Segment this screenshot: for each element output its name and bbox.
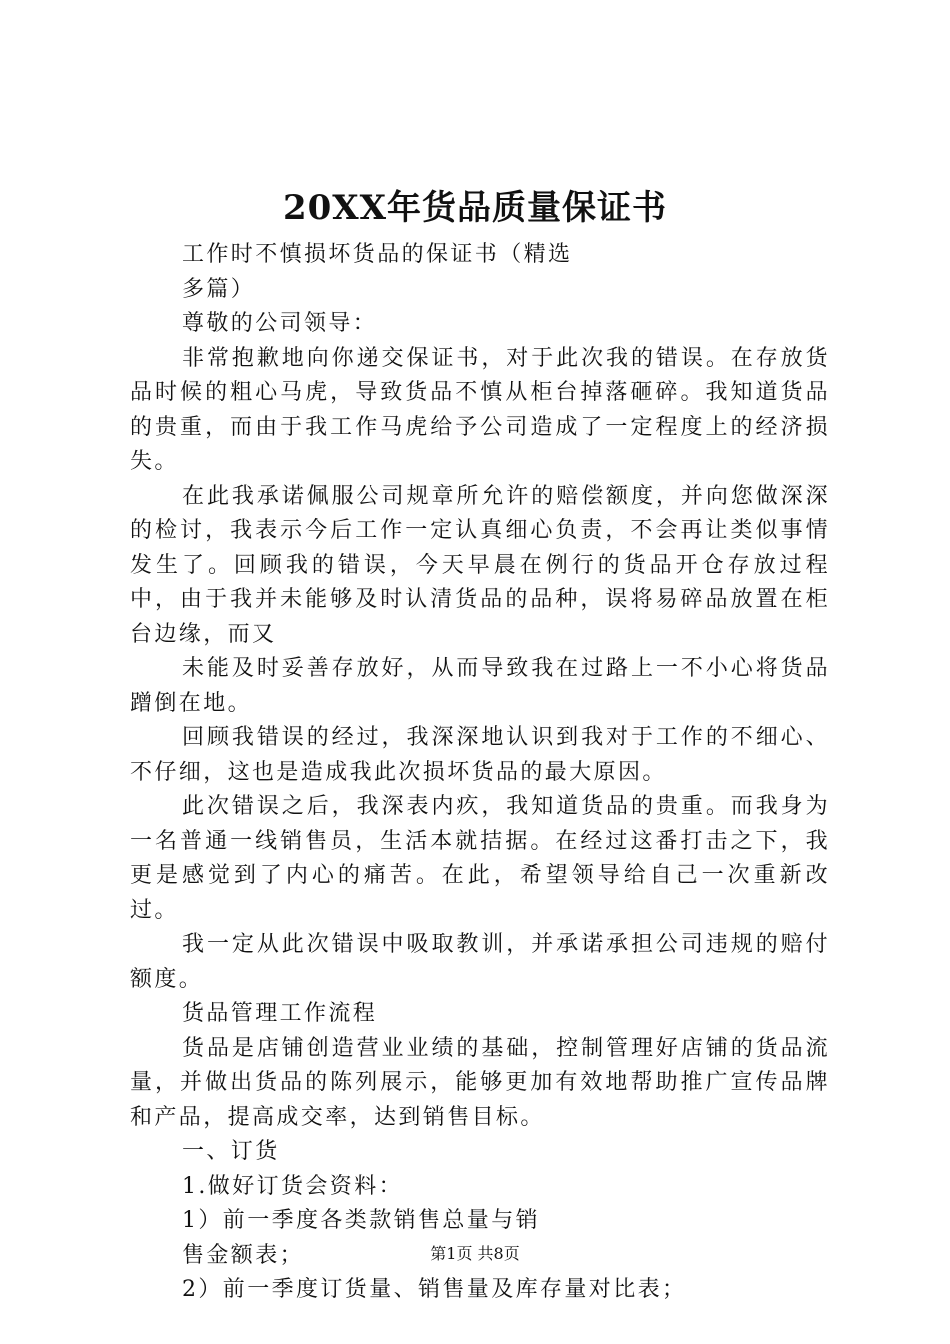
list-item: 2）前一季度订货量、销售量及库存量对比表； bbox=[182, 1277, 687, 1302]
paragraph: 工作时不慎损坏货品的保证书（精选 bbox=[182, 242, 573, 267]
list-item: 售金额表； bbox=[182, 1242, 305, 1268]
paragraph: 在此我承诺佩服公司规章所允许的赔偿额度，并向您做深深的检讨，我表示今后工作一定认真细心负责，不会再让类似事情发生了。回顾我的错误，今天早晨在例行的货品开仓存放过程中，由于我并未能够及时认清货品的品种，误将易碎品放置在柜台边缘，而又 bbox=[130, 483, 830, 647]
paragraph: 回顾我错误的经过，我深深地认识到我对于工作的不细心、不仔细，这也是造成我此次损坏货品的最大原因。 bbox=[130, 725, 830, 785]
paragraph: 多篇） bbox=[182, 276, 256, 302]
section-heading: 货品管理工作流程 bbox=[182, 1001, 378, 1026]
list-item: 1）前一季度各类款销售总量与销 bbox=[182, 1208, 540, 1233]
paragraph: 货品是店铺创造营业业绩的基础，控制管理好店铺的货品流量，并做出货品的陈列展示，能够更加有效地帮助推广宣传品牌和产品，提高成交率，达到销售目标。 bbox=[130, 1035, 830, 1130]
paragraph: 我一定从此次错误中吸取教训，并承诺承担公司违规的赔付额度。 bbox=[130, 932, 830, 992]
paragraph: 非常抱歉地向你递交保证书，对于此次我的错误。在存放货品时候的粗心马虎，导致货品不慎从柜台掉落砸碎。我知道货品的贵重，而由于我工作马虎给予公司造成了一定程度上的经济损失。 bbox=[130, 345, 830, 474]
salutation: 尊敬的公司领导： bbox=[182, 311, 378, 336]
paragraph: 此次错误之后，我深表内疚，我知道货品的贵重。而我身为一名普通一线销售员，生活本就拮据。在经过这番打击之下，我更是感觉到了内心的痛苦。在此，希望领导给自己一次重新改过。 bbox=[130, 794, 830, 923]
paragraph: 未能及时妥善存放好，从而导致我在过路上一不小心将货品蹭倒在地。 bbox=[130, 656, 830, 716]
page-number-footer: 第1页 共8页 bbox=[430, 1244, 520, 1263]
list-item: 1.做好订货会资料： bbox=[182, 1173, 403, 1199]
document-title: 20XX年货品质量保证书 bbox=[282, 188, 668, 228]
document-body bbox=[130, 238, 830, 1308]
section-heading: 一、订货 bbox=[182, 1139, 280, 1164]
